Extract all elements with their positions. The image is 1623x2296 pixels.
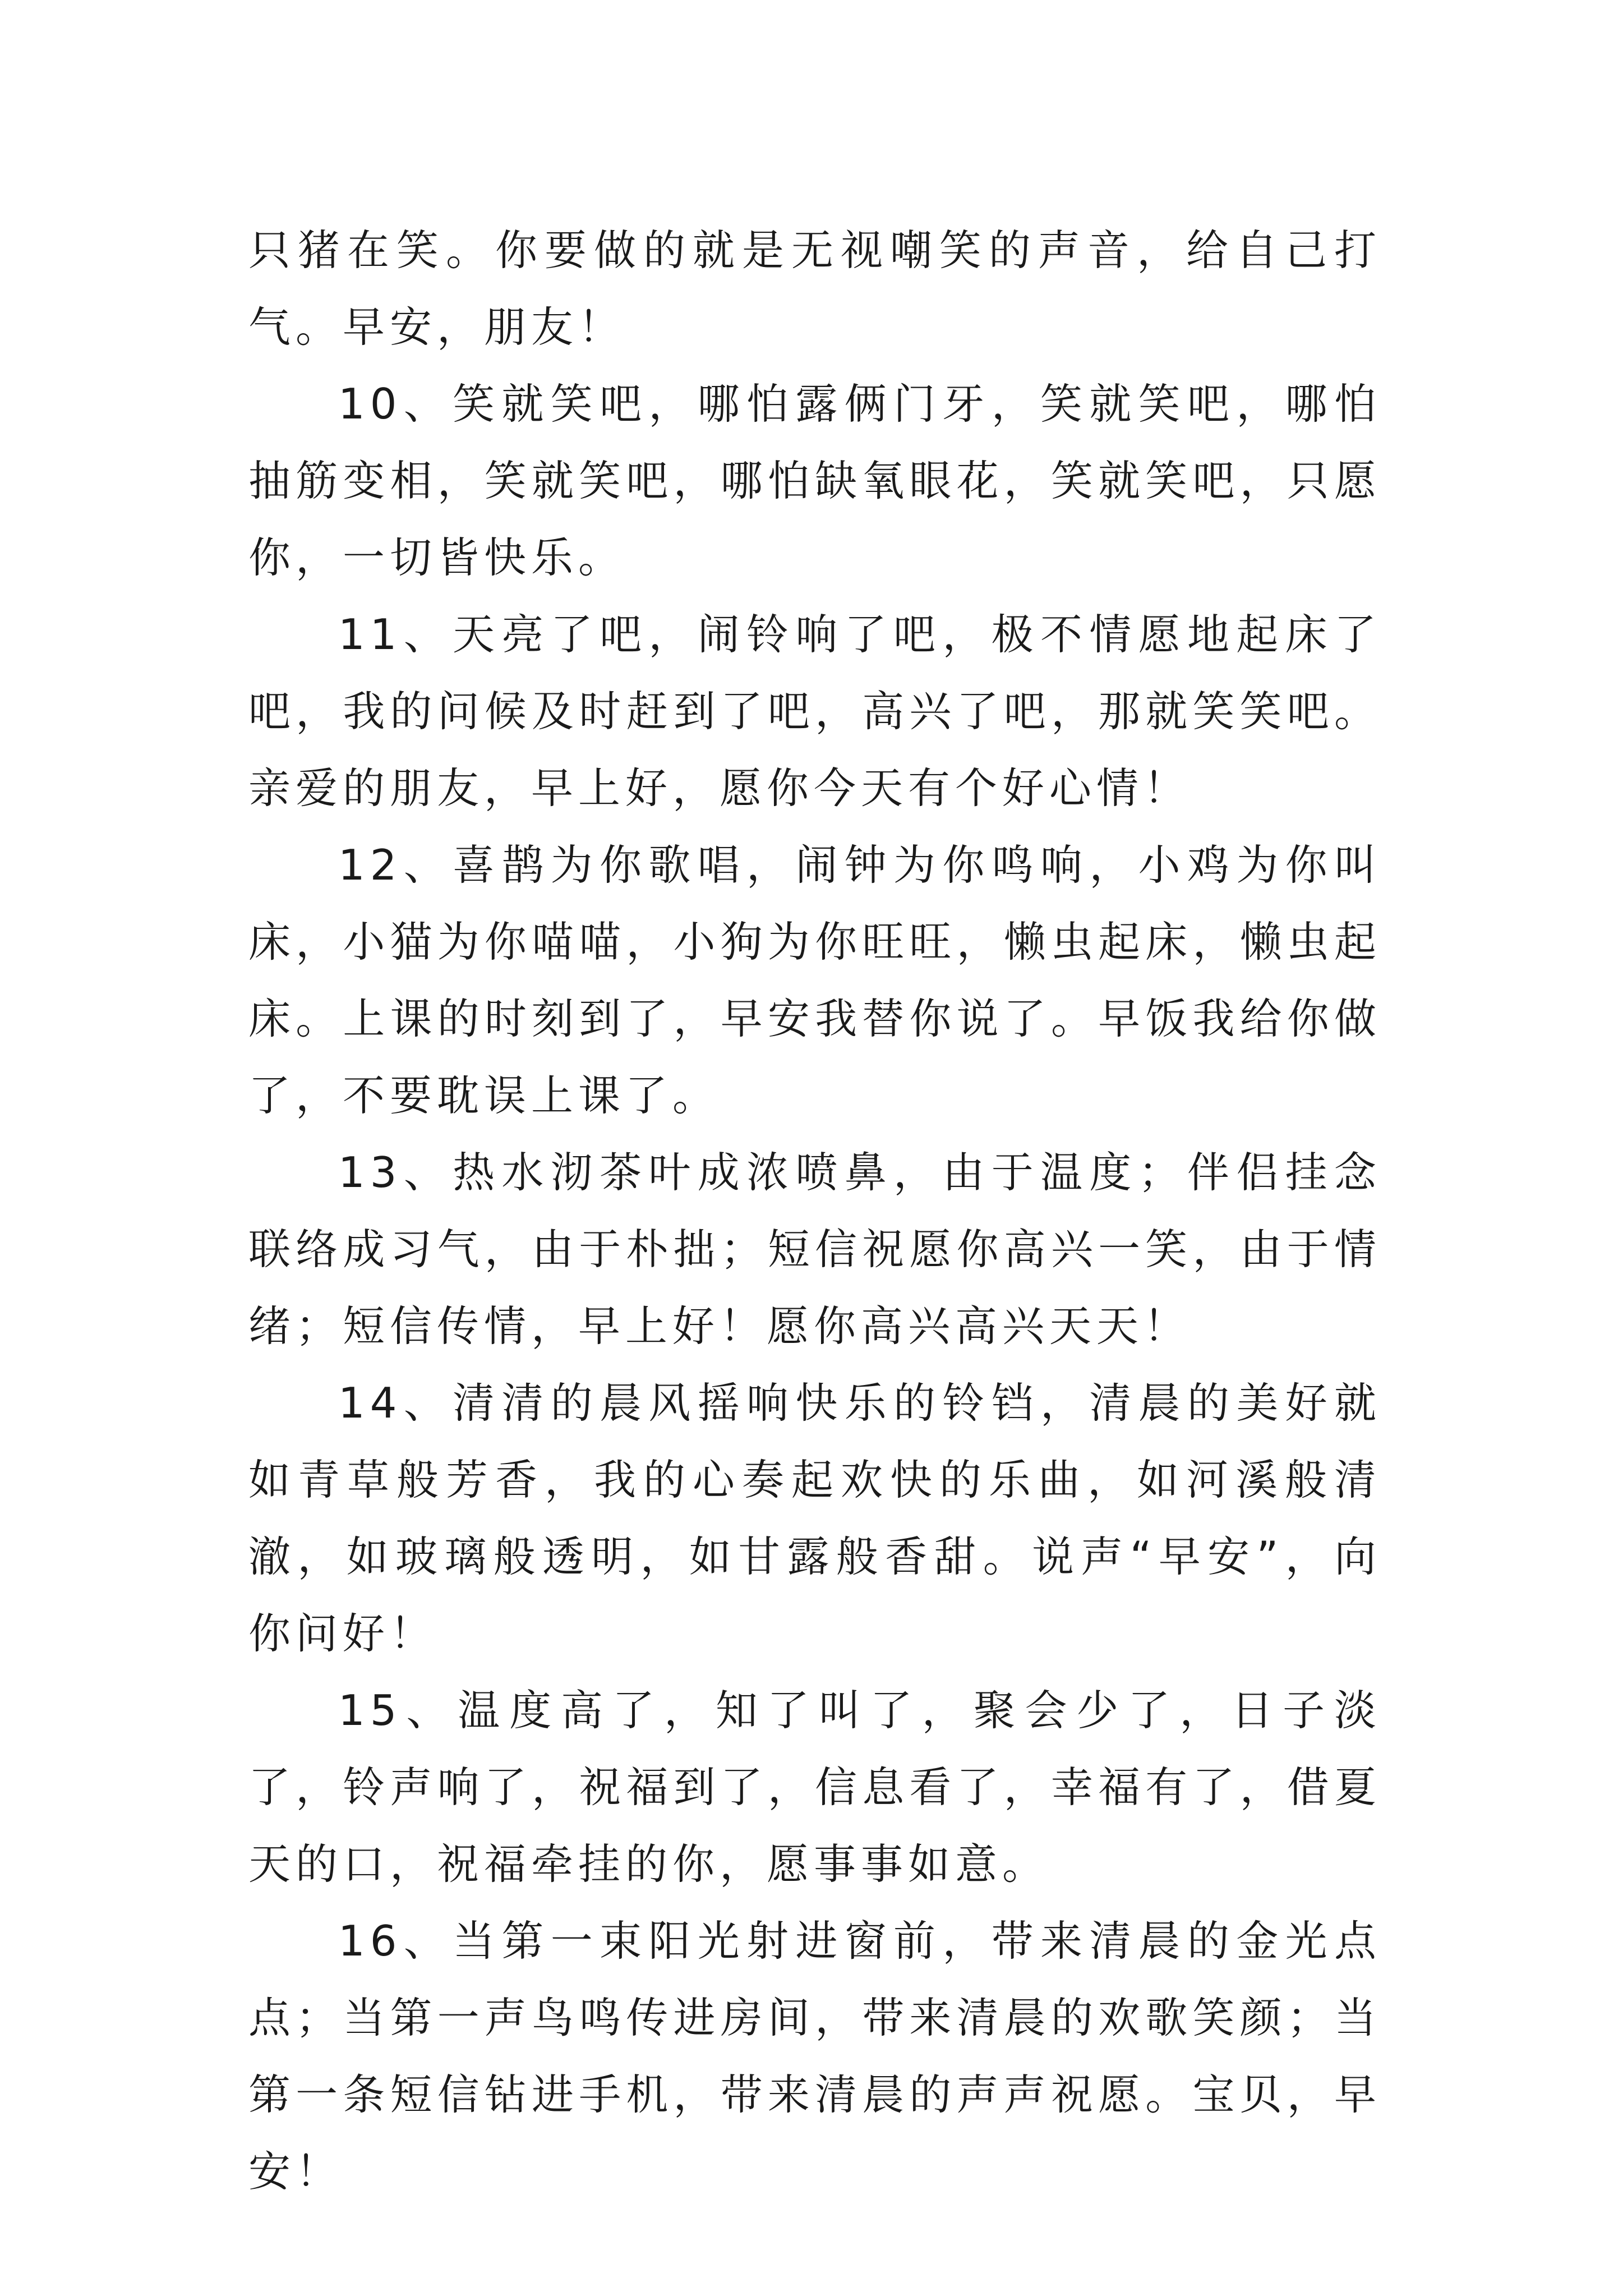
document-body: [248, 212, 1381, 2210]
paragraph-item-13: 13、热水沏茶叶成浓喷鼻，由于温度；伴侣挂念联络成习气，由于朴拙；短信祝愿你高兴一笑，由于情绪；短信传情，早上好！愿你高兴高兴天天！: [248, 1148, 1381, 1351]
paragraph-item-12: 12、喜鹊为你歌唱，闹钟为你鸣响，小鸡为你叫床，小猫为你喵喵，小狗为你旺旺，懒虫起床，懒虫起床。上课的时刻到了，早安我替你说了。早饭我给你做了，不要耽误上课了。: [248, 840, 1381, 1120]
paragraph-item-16: 16、当第一束阳光射进窗前，带来清晨的金光点点；当第一声鸟鸣传进房间，带来清晨的欢歌笑颜；当第一条短信钻进手机，带来清晨的声声祝愿。宝贝，早安！: [248, 1916, 1381, 2196]
paragraph-item-14: 14、清清的晨风摇响快乐的铃铛，清晨的美好就如青草般芳香，我的心奏起欢快的乐曲，如河溪般清澈，如玻璃般透明，如甘露般香甜。说声“早安”，向你问好！: [248, 1378, 1381, 1658]
paragraph-continuation: 只猪在笑。你要做的就是无视嘲笑的声音，给自己打气。早安，朋友！: [248, 226, 1381, 352]
paragraph-item-11: 11、天亮了吧，闹铃响了吧，极不情愿地起床了吧，我的问候及时赶到了吧，高兴了吧，那就笑笑吧。亲爱的朋友，早上好，愿你今天有个好心情！: [248, 610, 1381, 813]
paragraph-item-15: 15、温度高了，知了叫了，聚会少了，日子淡了，铃声响了，祝福到了，信息看了，幸福有了，借夏天的口，祝福牵挂的你，愿事事如意。: [248, 1686, 1381, 1889]
paragraph-item-10: 10、笑就笑吧，哪怕露俩门牙，笑就笑吧，哪怕抽筋变相，笑就笑吧，哪怕缺氧眼花，笑就笑吧，只愿你，一切皆快乐。: [248, 379, 1381, 582]
